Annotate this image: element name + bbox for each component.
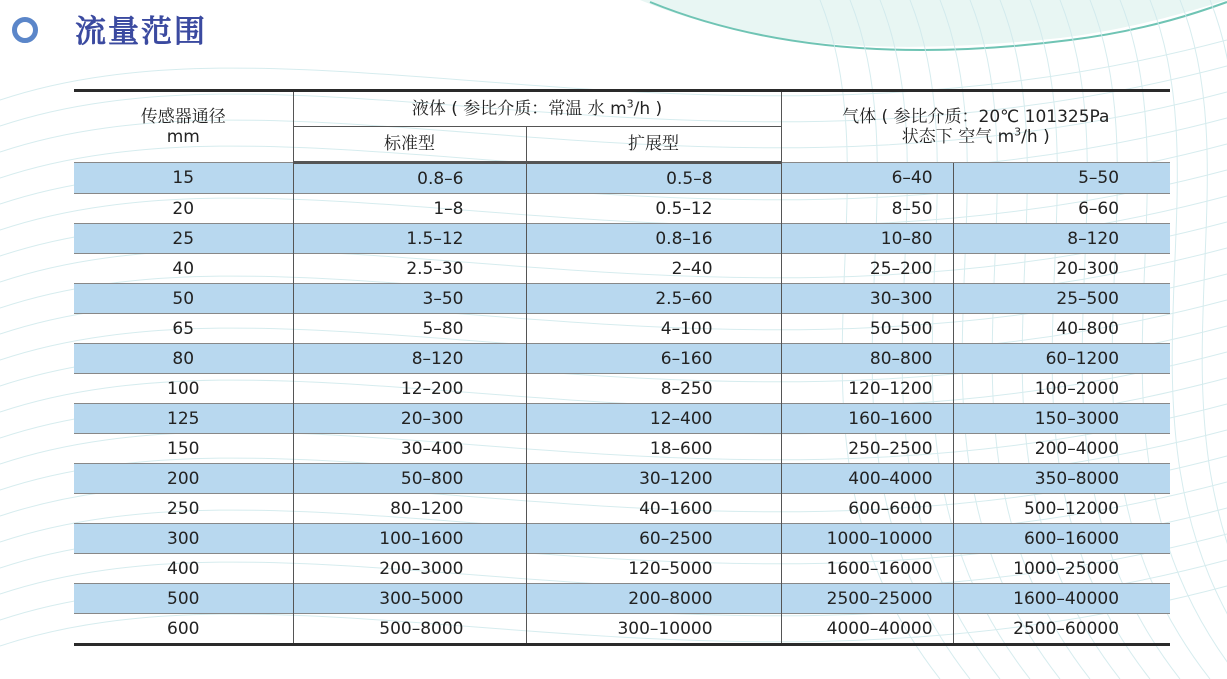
cell-liquid-standard: 1.5–12 xyxy=(293,224,526,254)
cell-gas-range-b: 5–50 xyxy=(953,163,1170,194)
header-liquid-sup: 3 xyxy=(626,97,634,111)
table-row xyxy=(74,344,1170,374)
header-sensor-unit: mm xyxy=(166,127,200,147)
cell-gas-range-a: 80–800 xyxy=(781,344,953,374)
header-liquid-standard: 标准型 xyxy=(293,127,526,163)
cell-liquid-standard: 8–120 xyxy=(293,344,526,374)
table-row xyxy=(74,524,1170,554)
circle-bullet-icon xyxy=(12,17,38,43)
cell-gas-range-b: 1000–25000 xyxy=(953,554,1170,584)
cell-sensor-size: 40 xyxy=(74,254,293,284)
table-row xyxy=(74,434,1170,464)
cell-gas-range-a: 8–50 xyxy=(781,194,953,224)
cell-liquid-extended: 12–400 xyxy=(526,404,781,434)
cell-sensor-size: 400 xyxy=(74,554,293,584)
cell-liquid-standard: 20–300 xyxy=(293,404,526,434)
cell-liquid-standard: 2.5–30 xyxy=(293,254,526,284)
cell-liquid-extended: 200–8000 xyxy=(526,584,781,614)
header-gas-group xyxy=(781,92,1170,163)
cell-gas-range-a: 1600–16000 xyxy=(781,554,953,584)
header-gas-line2 xyxy=(782,127,1171,147)
cell-gas-range-b: 600–16000 xyxy=(953,524,1170,554)
cell-sensor-size: 250 xyxy=(74,494,293,524)
cell-sensor-size: 50 xyxy=(74,284,293,314)
cell-gas-range-a: 1000–10000 xyxy=(781,524,953,554)
header-sensor-label: 传感器通径 xyxy=(140,107,226,127)
cell-gas-range-a: 25–200 xyxy=(781,254,953,284)
table-row xyxy=(74,194,1170,224)
header-gas-line2-text: 状态下 空气 m xyxy=(901,127,1015,147)
cell-liquid-standard: 3–50 xyxy=(293,284,526,314)
cell-gas-range-b: 1600–40000 xyxy=(953,584,1170,614)
page-title: 流量范围 xyxy=(75,14,207,50)
cell-liquid-standard: 0.8–6 xyxy=(293,163,526,194)
table-row xyxy=(74,554,1170,584)
flow-range-table-body xyxy=(74,163,1170,644)
cell-liquid-extended: 120–5000 xyxy=(526,554,781,584)
cell-gas-range-b: 350–8000 xyxy=(953,464,1170,494)
cell-sensor-size: 80 xyxy=(74,344,293,374)
cell-liquid-extended: 40–1600 xyxy=(526,494,781,524)
cell-liquid-extended: 60–2500 xyxy=(526,524,781,554)
cell-sensor-size: 600 xyxy=(74,614,293,644)
cell-gas-range-b: 2500–60000 xyxy=(953,614,1170,644)
header-liquid-extended: 扩展型 xyxy=(526,127,781,163)
flow-range-table xyxy=(74,92,1170,643)
cell-sensor-size: 20 xyxy=(74,194,293,224)
cell-gas-range-a: 160–1600 xyxy=(781,404,953,434)
cell-liquid-extended: 0.5–8 xyxy=(526,163,781,194)
cell-liquid-extended: 30–1200 xyxy=(526,464,781,494)
cell-gas-range-a: 10–80 xyxy=(781,224,953,254)
table-row xyxy=(74,163,1170,194)
cell-liquid-standard: 200–3000 xyxy=(293,554,526,584)
table-row xyxy=(74,224,1170,254)
cell-gas-range-a: 250–2500 xyxy=(781,434,953,464)
cell-gas-range-b: 8–120 xyxy=(953,224,1170,254)
table-row xyxy=(74,314,1170,344)
cell-liquid-extended: 300–10000 xyxy=(526,614,781,644)
cell-liquid-standard: 80–1200 xyxy=(293,494,526,524)
cell-sensor-size: 150 xyxy=(74,434,293,464)
flow-range-table-wrapper xyxy=(74,89,1170,646)
header-liquid-group xyxy=(293,92,781,127)
cell-liquid-extended: 4–100 xyxy=(526,314,781,344)
cell-sensor-size: 300 xyxy=(74,524,293,554)
table-row xyxy=(74,464,1170,494)
cell-sensor-size: 200 xyxy=(74,464,293,494)
cell-liquid-standard: 1–8 xyxy=(293,194,526,224)
cell-gas-range-b: 100–2000 xyxy=(953,374,1170,404)
table-row xyxy=(74,284,1170,314)
cell-liquid-extended: 6–160 xyxy=(526,344,781,374)
wave-line xyxy=(1210,0,1227,679)
cell-liquid-extended: 0.8–16 xyxy=(526,224,781,254)
cell-gas-range-b: 40–800 xyxy=(953,314,1170,344)
cell-gas-range-b: 6–60 xyxy=(953,194,1170,224)
cell-liquid-standard: 12–200 xyxy=(293,374,526,404)
cell-gas-range-a: 50–500 xyxy=(781,314,953,344)
cell-gas-range-b: 60–1200 xyxy=(953,344,1170,374)
header-liquid-text: 液体 ( 参比介质：常温 水 m xyxy=(411,99,627,119)
cell-liquid-extended: 8–250 xyxy=(526,374,781,404)
cell-liquid-standard: 5–80 xyxy=(293,314,526,344)
table-row xyxy=(74,584,1170,614)
cell-gas-range-a: 4000–40000 xyxy=(781,614,953,644)
cell-liquid-standard: 100–1600 xyxy=(293,524,526,554)
header-liquid-suffix: /h ) xyxy=(633,99,663,119)
cell-gas-range-a: 6–40 xyxy=(781,163,953,194)
cell-liquid-extended: 2–40 xyxy=(526,254,781,284)
cell-liquid-standard: 500–8000 xyxy=(293,614,526,644)
cell-gas-range-b: 150–3000 xyxy=(953,404,1170,434)
cell-gas-range-b: 200–4000 xyxy=(953,434,1170,464)
cell-gas-range-a: 600–6000 xyxy=(781,494,953,524)
header-gas-line1: 气体 ( 参比介质：20℃ 101325Pa xyxy=(842,107,1110,127)
cell-liquid-standard: 50–800 xyxy=(293,464,526,494)
cell-gas-range-b: 500–12000 xyxy=(953,494,1170,524)
cell-liquid-extended: 18–600 xyxy=(526,434,781,464)
table-row xyxy=(74,404,1170,434)
teal-wave-shape xyxy=(640,0,1227,47)
cell-gas-range-a: 120–1200 xyxy=(781,374,953,404)
cell-sensor-size: 15 xyxy=(74,163,293,194)
cell-gas-range-a: 2500–25000 xyxy=(781,584,953,614)
header-gas-line2-suffix: /h ) xyxy=(1021,127,1050,147)
table-row xyxy=(74,374,1170,404)
table-row xyxy=(74,494,1170,524)
cell-gas-range-b: 20–300 xyxy=(953,254,1170,284)
header-gas-sup: 3 xyxy=(1014,125,1022,139)
table-row xyxy=(74,254,1170,284)
cell-sensor-size: 65 xyxy=(74,314,293,344)
cell-liquid-extended: 2.5–60 xyxy=(526,284,781,314)
table-row xyxy=(74,614,1170,644)
cell-sensor-size: 100 xyxy=(74,374,293,404)
cell-liquid-standard: 30–400 xyxy=(293,434,526,464)
cell-sensor-size: 125 xyxy=(74,404,293,434)
header-sensor-size xyxy=(74,92,293,163)
cell-sensor-size: 25 xyxy=(74,224,293,254)
cell-gas-range-a: 30–300 xyxy=(781,284,953,314)
cell-liquid-standard: 300–5000 xyxy=(293,584,526,614)
cell-gas-range-a: 400–4000 xyxy=(781,464,953,494)
cell-liquid-extended: 0.5–12 xyxy=(526,194,781,224)
cell-sensor-size: 500 xyxy=(74,584,293,614)
cell-gas-range-b: 25–500 xyxy=(953,284,1170,314)
